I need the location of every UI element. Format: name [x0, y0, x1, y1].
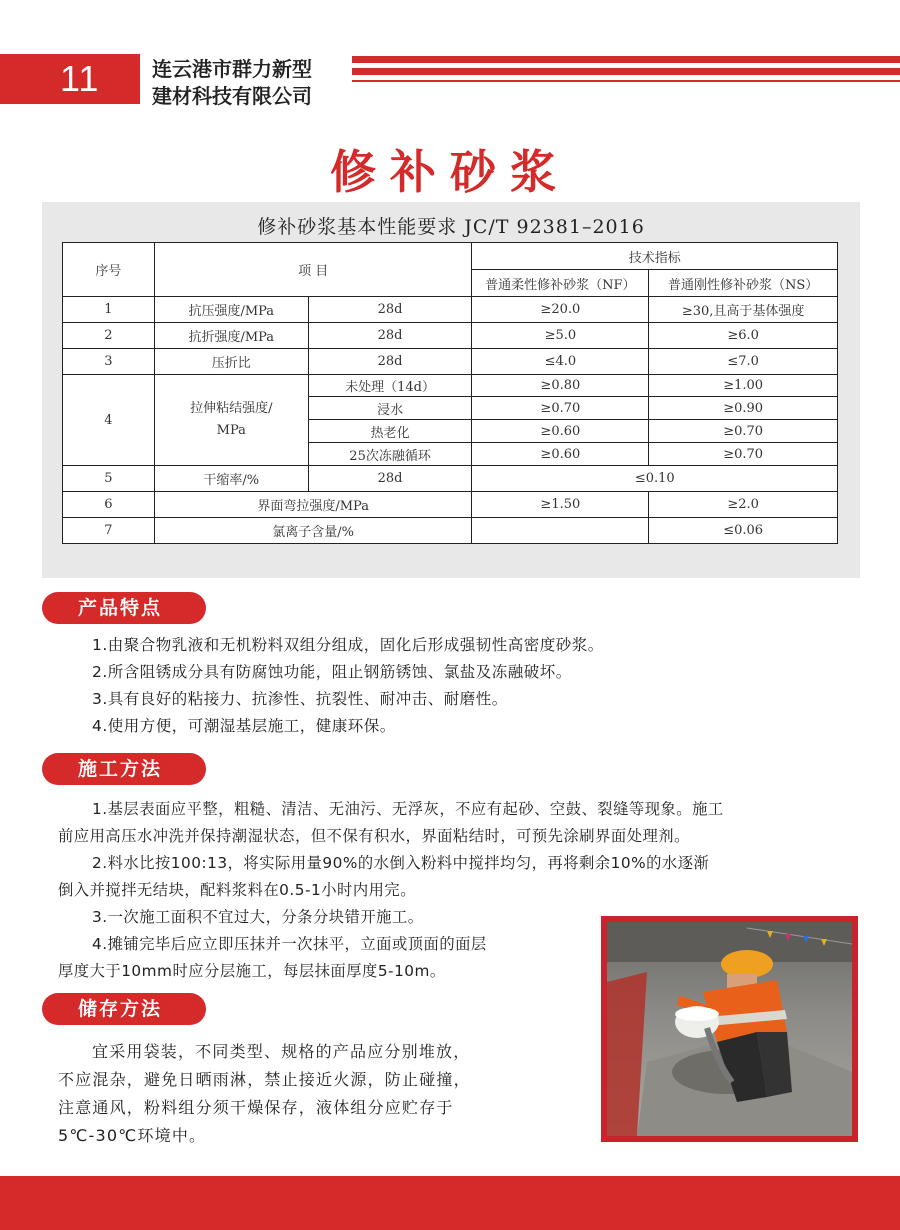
table-row: [63, 492, 838, 518]
company-name-line1: 连云港市群力新型: [152, 57, 312, 81]
cell-item: 氯离子含量/%: [154, 518, 472, 544]
storage-line: 宜采用袋装，不同类型、规格的产品应分别堆放，: [92, 1042, 471, 1061]
cell-ns: ≥6.0: [649, 323, 838, 349]
cell-seq: 2: [63, 323, 155, 349]
cell-nf: ≥20.0: [472, 297, 649, 323]
cell-cond: 浸水: [308, 397, 472, 420]
cell-seq: 4: [63, 375, 155, 466]
method-line: 1.基层表面应平整，粗糙、清洁、无油污、无浮灰，不应有起砂、空鼓、裂缝等现象。施工: [92, 800, 724, 818]
cell-item: 抗折强度/MPa: [154, 323, 308, 349]
company-name: [152, 56, 312, 110]
footer-bar: [0, 1176, 900, 1230]
storage-line: 不应混杂，避免日晒雨淋，禁止接近火源，防止碰撞，: [58, 1070, 471, 1089]
header-nf: 普通柔性修补砂浆（NF）: [472, 270, 649, 297]
section-tab-storage: 储存方法: [60, 993, 206, 1025]
features-list: [92, 632, 604, 740]
table-title: 修补砂浆基本性能要求 JC/T 92381–2016: [257, 216, 645, 238]
header-seq: 序号: [63, 243, 155, 297]
section-tab-method: 施工方法: [60, 753, 206, 785]
cell-both: ≤0.10: [472, 466, 838, 492]
storage-line: 5℃-30℃环境中。: [58, 1126, 207, 1145]
method-line: 倒入并搅拌无结块，配料浆料在0.5-1小时内用完。: [58, 881, 417, 899]
cell-seq: 3: [63, 349, 155, 375]
cell-item: [154, 375, 308, 466]
cell-ns: ≥30,且高于基体强度: [649, 297, 838, 323]
worker-illustration: [607, 922, 852, 1136]
cell-nf: ≥0.60: [472, 443, 649, 466]
cell-cond: 28d: [308, 323, 472, 349]
cell-ns: ≤0.06: [649, 518, 838, 544]
table-header-row: [63, 243, 838, 270]
cell-ns: ≥2.0: [649, 492, 838, 518]
company-name-line2: 建材科技有限公司: [152, 84, 312, 108]
cell-ns: ≥0.90: [649, 397, 838, 420]
page-title: 修补砂浆: [330, 145, 570, 199]
list-item: 4.使用方便，可潮湿基层施工，健康环保。: [92, 717, 396, 735]
spec-table: [62, 242, 838, 544]
table-row: [63, 518, 838, 544]
cell-item: 界面弯拉强度/MPa: [154, 492, 472, 518]
cell-nf: ≥0.60: [472, 420, 649, 443]
cell-ns: ≤7.0: [649, 349, 838, 375]
cell-ns: ≥0.70: [649, 443, 838, 466]
header-item: 项 目: [154, 243, 472, 297]
cell-cond: 28d: [308, 466, 472, 492]
cell-ns: ≥0.70: [649, 420, 838, 443]
cell-nf-empty: [472, 518, 649, 544]
cell-item: 抗压强度/MPa: [154, 297, 308, 323]
storage-text: [58, 1038, 471, 1150]
cell-seq: 1: [63, 297, 155, 323]
cell-seq: 6: [63, 492, 155, 518]
cell-item-line1: 拉伸粘结强度/: [190, 401, 273, 416]
method-line: 前应用高压水冲洗并保持潮湿状态，但不保有积水，界面粘结时，可预先涂刷界面处理剂。: [58, 827, 690, 845]
table-row: [63, 466, 838, 492]
cell-seq: 7: [63, 518, 155, 544]
cell-item-line2: MPa: [216, 423, 246, 438]
header-stripe: [352, 56, 900, 63]
cell-cond: 28d: [308, 297, 472, 323]
storage-line: 注意通风，粉料组分须干燥保存，液体组分应贮存于: [58, 1098, 454, 1117]
construction-photo: [601, 916, 858, 1142]
page-number-block: [0, 54, 140, 104]
page-number: 11: [60, 58, 100, 99]
list-item: 3.具有良好的粘接力、抗渗性、抗裂性、耐冲击、耐磨性。: [92, 690, 508, 708]
method-line: 2.料水比按100:13，将实际用量90%的水倒入粉料中搅拌均匀，再将剩余10%的水逐渐: [92, 854, 710, 872]
header-ns: 普通刚性修补砂浆（NS）: [649, 270, 838, 297]
method-line: 3.一次施工面积不宜过大，分条分块错开施工。: [92, 908, 424, 926]
cell-nf: ≥1.50: [472, 492, 649, 518]
cell-cond: 未处理（14d）: [308, 375, 472, 397]
list-item: 2.所含阻锈成分具有防腐蚀功能，阻止钢筋锈蚀、氯盐及冻融破坏。: [92, 663, 572, 681]
cell-nf: ≥0.70: [472, 397, 649, 420]
header-tech: 技术指标: [472, 243, 838, 270]
cell-seq: 5: [63, 466, 155, 492]
method-line: 厚度大于10mm时应分层施工，每层抹面厚度5-10m。: [58, 962, 446, 980]
cell-cond: 25次冻融循环: [308, 443, 472, 466]
cell-cond: 热老化: [308, 420, 472, 443]
cell-nf: ≤4.0: [472, 349, 649, 375]
cell-cond: 28d: [308, 349, 472, 375]
construction-photo-image: [607, 922, 852, 1136]
cell-ns: ≥1.00: [649, 375, 838, 397]
cell-nf: ≥5.0: [472, 323, 649, 349]
cell-item: 干缩率/%: [154, 466, 308, 492]
list-item: 1.由聚合物乳液和无机粉料双组分组成，固化后形成强韧性高密度砂浆。: [92, 636, 604, 654]
table-row: [63, 297, 838, 323]
header-stripe: [352, 68, 900, 75]
table-row: [63, 323, 838, 349]
header-rule: [352, 80, 900, 82]
table-row: [63, 349, 838, 375]
method-line: 4.摊铺完毕后应立即压抹并一次抹平，立面或顶面的面层: [92, 935, 487, 953]
cell-nf: ≥0.80: [472, 375, 649, 397]
cell-item: 压折比: [154, 349, 308, 375]
section-tab-features: 产品特点: [60, 592, 206, 624]
table-row: [63, 375, 838, 397]
